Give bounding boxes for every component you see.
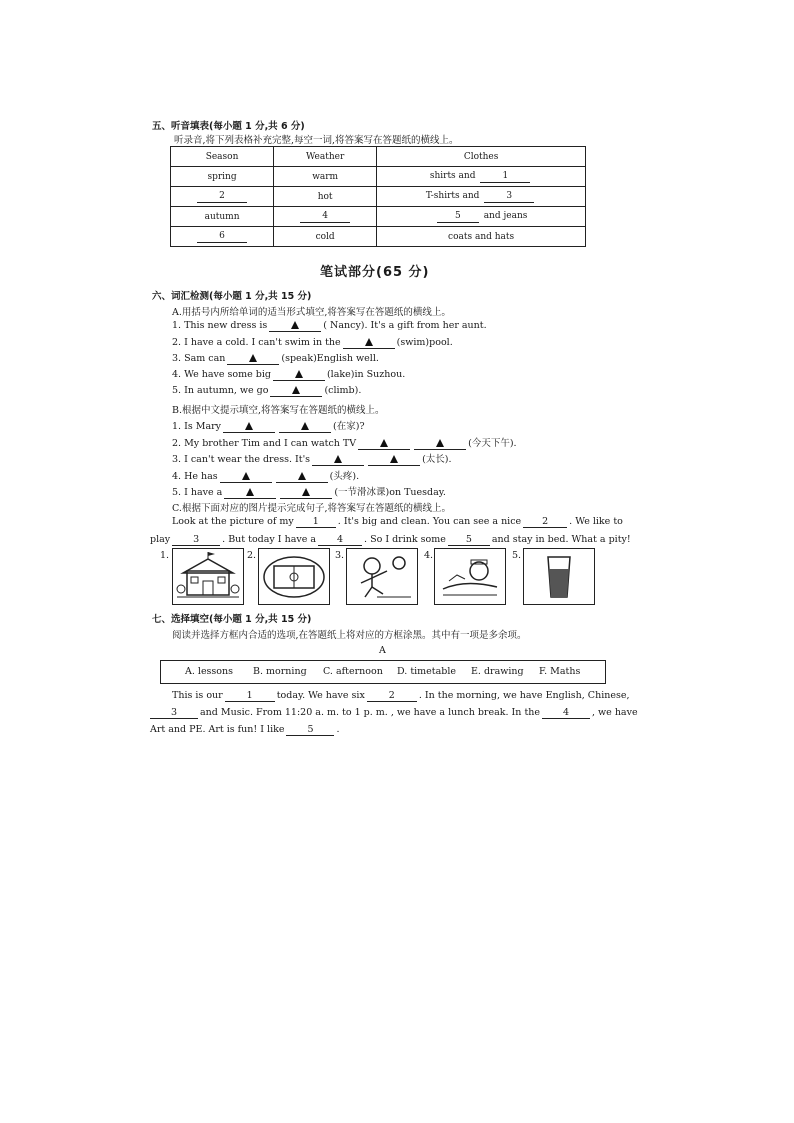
question-item: 3. I can't wear the dress. It's (太长).	[172, 454, 452, 465]
triangle-icon	[301, 422, 309, 430]
answer-blank[interactable]	[269, 320, 321, 332]
section5-instruction: 听录音,将下列表格补充完整,每空一词,将答案写在答题纸的横线上。	[174, 135, 459, 146]
option-item: A. lessons	[185, 666, 234, 677]
question-item: 4. We have some big (lake)in Suzhou.	[172, 369, 406, 380]
triangle-icon	[302, 488, 310, 496]
table-header-row	[171, 147, 586, 167]
options-box	[160, 660, 606, 684]
section5-title: 五、听音填表(每小题 1 分,共 6 分)	[152, 121, 305, 132]
triangle-icon	[246, 488, 254, 496]
answer-blank[interactable]	[270, 385, 322, 397]
question-item: 5. In autumn, we go (climb).	[172, 385, 362, 396]
answer-blank[interactable]: 5	[437, 211, 479, 223]
answer-blank[interactable]	[276, 471, 328, 483]
partB-instruction: B.根据中文提示填空,将答案写在答题纸的横线上。	[172, 405, 385, 416]
season-cell: autumn	[171, 207, 274, 227]
pic-number: 3.	[335, 550, 345, 561]
header-clothes: Clothes	[377, 147, 586, 167]
school-picture	[172, 548, 244, 605]
clothes-cell	[377, 207, 586, 227]
question-item: 2. My brother Tim and I can watch TV (今天下午).	[172, 438, 517, 449]
answer-blank[interactable]	[280, 487, 332, 499]
triangle-icon	[436, 439, 444, 447]
answer-blank[interactable]: 5	[286, 724, 334, 736]
answer-blank[interactable]	[227, 353, 279, 365]
table-row	[171, 167, 586, 187]
football-picture	[346, 548, 418, 605]
triangle-icon	[245, 422, 253, 430]
weather-cell: cold	[274, 227, 377, 247]
clothes-cell	[377, 187, 586, 207]
triangle-icon	[390, 455, 398, 463]
clothes-cell: coats and hats	[377, 227, 586, 247]
answer-blank[interactable]: 2	[367, 690, 417, 702]
answer-blank[interactable]	[312, 454, 364, 466]
section6-title: 六、词汇检测(每小题 1 分,共 15 分)	[152, 291, 312, 302]
answer-blank[interactable]: 1	[480, 171, 530, 183]
football-icon	[347, 549, 417, 604]
table-row	[171, 207, 586, 227]
pic-number: 1.	[160, 550, 170, 561]
passage-line2: 3 and Music. From 11:20 a. m. to 1 p. m. , we have a lunch break. In the 4 , we have	[148, 707, 638, 719]
answer-blank[interactable]: 4	[300, 211, 350, 223]
answer-blank[interactable]: 1	[296, 516, 336, 528]
table-row	[171, 227, 586, 247]
playground-icon	[259, 549, 329, 604]
section7-title: 七、选择填空(每小题 1 分,共 15 分)	[152, 614, 312, 625]
option-item: C. afternoon	[323, 666, 383, 677]
option-item: B. morning	[253, 666, 307, 677]
question-item: 2. I have a cold. I can't swim in the (swim)pool.	[172, 337, 453, 348]
answer-blank[interactable]: 3	[150, 707, 198, 719]
clothes-cell	[377, 167, 586, 187]
triangle-icon	[295, 370, 303, 378]
section7-instruction: 阅读并选择方框内合适的选项,在答题纸上将对应的方框涂黑。其中有一项是多余项。	[172, 630, 527, 641]
triangle-icon	[380, 439, 388, 447]
water-picture	[523, 548, 595, 605]
triangle-icon	[249, 354, 257, 362]
question-item: 3. Sam can (speak)English well.	[172, 353, 379, 364]
partC-instruction: C.根据下面对应的图片提示完成句子,将答案写在答题纸的横线上。	[172, 503, 451, 514]
answer-blank[interactable]	[368, 454, 420, 466]
option-item: F. Maths	[539, 666, 581, 677]
answer-blank[interactable]	[223, 421, 275, 433]
pic-number: 5.	[512, 550, 522, 561]
option-item: E. drawing	[471, 666, 524, 677]
question-item: 5. I have a (一节滑冰课)on Tuesday.	[172, 487, 446, 498]
glass-icon	[524, 549, 594, 604]
school-icon	[173, 549, 243, 604]
weather-cell: hot	[274, 187, 377, 207]
sick-in-bed-picture	[434, 548, 506, 605]
question-item: 1. This new dress is ( Nancy). It's a gift from her aunt.	[172, 320, 487, 331]
answer-blank[interactable]: 1	[225, 690, 275, 702]
answer-blank[interactable]: 3	[172, 534, 220, 546]
clothes-post: and jeans	[483, 210, 528, 221]
pic-number: 4.	[424, 550, 434, 561]
pic-number: 2.	[247, 550, 257, 561]
weather-cell	[274, 207, 377, 227]
clothes-pre: T-shirts and	[425, 190, 480, 201]
answer-blank[interactable]: 4	[542, 707, 590, 719]
listening-table	[170, 146, 586, 247]
weather-cell: warm	[274, 167, 377, 187]
season-cell	[171, 227, 274, 247]
partC-line1: Look at the picture of my 1 . It's big and clean. You can see a nice 2 . We like to	[172, 516, 623, 527]
triangle-icon	[291, 321, 299, 329]
season-cell	[171, 187, 274, 207]
answer-blank[interactable]: 2	[523, 516, 567, 528]
answer-blank[interactable]	[414, 438, 466, 450]
answer-blank[interactable]: 3	[484, 191, 534, 203]
answer-blank[interactable]: 4	[318, 534, 362, 546]
answer-blank[interactable]	[273, 369, 325, 381]
answer-blank[interactable]	[224, 487, 276, 499]
table-row	[171, 187, 586, 207]
written-part-title: 笔试部分(65 分)	[320, 265, 430, 280]
question-item: 4. He has (头疼).	[172, 471, 360, 482]
headache-icon	[435, 549, 505, 604]
answer-blank[interactable]	[343, 337, 395, 349]
triangle-icon	[298, 472, 306, 480]
partA-instruction: A.用括号内所给单词的适当形式填空,将答案写在答题纸的横线上。	[172, 307, 451, 318]
passage-line1: This is our 1 today. We have six 2 . In the morning, we have English, Chinese,	[172, 690, 630, 701]
part-label: A	[379, 645, 386, 656]
answer-blank[interactable]: 5	[448, 534, 490, 546]
header-weather: Weather	[274, 147, 377, 167]
triangle-icon	[292, 386, 300, 394]
question-item: 1. Is Mary (在家)?	[172, 421, 365, 432]
answer-blank[interactable]: 6	[197, 231, 247, 243]
answer-blank[interactable]	[220, 471, 272, 483]
season-cell: spring	[171, 167, 274, 187]
clothes-pre: shirts and	[429, 170, 476, 181]
passage-line3: Art and PE. Art is fun! I like 5 .	[150, 724, 340, 735]
header-season: Season	[171, 147, 274, 167]
triangle-icon	[334, 455, 342, 463]
option-item: D. timetable	[397, 666, 457, 677]
answer-blank[interactable]: 2	[197, 191, 247, 203]
answer-blank[interactable]	[279, 421, 331, 433]
partC-line2: play 3 . But today I have a 4 . So I drink some 5 and stay in bed. What a pity!	[150, 534, 631, 545]
triangle-icon	[242, 472, 250, 480]
playground-picture	[258, 548, 330, 605]
answer-blank[interactable]	[358, 438, 410, 450]
triangle-icon	[365, 338, 373, 346]
